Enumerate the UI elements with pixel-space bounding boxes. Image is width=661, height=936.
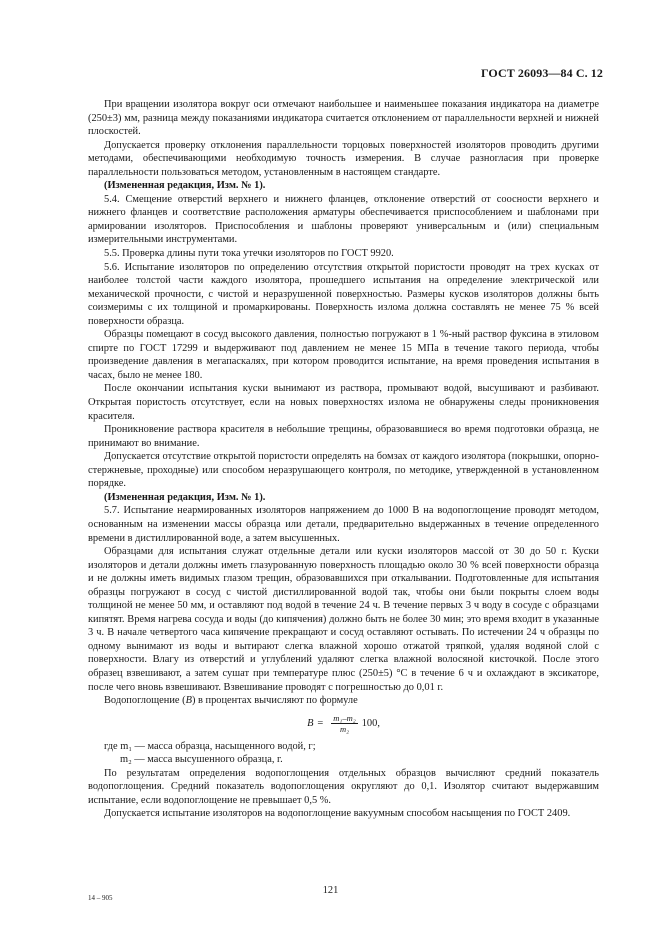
paragraph (88, 694, 599, 708)
formula-rhs: 100, (361, 717, 380, 729)
formula-where-line: m₂ — масса высушенного образца, г. (120, 754, 283, 766)
paragraph-text: Водопоглощение ( (104, 695, 186, 707)
page-header: ГОСТ 26093—84 С. 12 (480, 66, 603, 80)
paragraph: 5.7. Испытание неармированных изоляторов напряжением до 1000 В на водопоглощение проводят методом, основанным на изменении массы образца или детали, предварительно выдержанных в течение определенного времени в дистиллированной воде, а затем высушенных. (88, 505, 599, 544)
formula-lhs: B (307, 717, 314, 729)
paragraph: Допускается испытание изоляторов на водопоглощение вакуумным способом насыщения по ГОСТ 2409. (104, 808, 571, 820)
paragraph: 5.4. Смещение отверстий верхнего и нижнего фланцев, отклонение отверстий от соосности верхнего и нижнего фланцев и соответствие расположения арматуры обеспечивается приспособлением и шаблонами при армировании изоляторов. Приспособления и шаблоны проверяют универсальным и (или) специальным измерительными инструментами. (88, 193, 599, 246)
page-number: 121 (322, 885, 339, 896)
water-absorption-formula (88, 710, 599, 738)
print-code: 14 – 905 (88, 894, 113, 902)
paragraph: Проникновение раствора красителя в небольшие трещины, образовавшиеся во время подготовки образца, не принимают во внимание. (88, 424, 599, 449)
amendment-note: (Измененная редакция, Изм. № 1). (104, 491, 266, 503)
formula-where-line: где m₁ — масса образца, насыщенного водой, г; (104, 740, 316, 752)
amendment-note: (Измененная редакция, Изм. № 1). (104, 180, 266, 192)
paragraph: Допускается проверку отклонения параллельности торцовых поверхностей изоляторов проводить другими методами, обеспечивающими необходимую точность измерения. В случае разногласия при проверке параллельности пользоваться методом, установленным в настоящем стандарте. (88, 139, 599, 178)
paragraph: По результатам определения водопоглощения отдельных образцов вычисляют средний показатель водопоглощения. Средний показатель водопоглощения округляют до 0,1. Изолятор считают выдержавшим испытание, если водопоглощение не превышает 0,5 %. (88, 767, 599, 806)
formula-numerator: m₁–m₂ (333, 713, 356, 724)
paragraph: После окончании испытания куски вынимают из раствора, промывают водой, высушивают и разбивают. Открытая пористость отсутствует, если на новых поверхностях излома не обнаружены следы проникновения красителя. (88, 383, 599, 422)
variable-b: B (185, 695, 192, 707)
paragraph: При вращении изолятора вокруг оси отмечают наибольшее и наименьшее показания индикатора на диаметре (250±3) мм, разница между показаниями индикатора считается отклонением от параллельности верхней и нижней плоскостей. (88, 99, 599, 138)
formula-fraction (331, 713, 357, 734)
paragraph: 5.5. Проверка длины пути тока утечки изоляторов по ГОСТ 9920. (104, 248, 394, 260)
paragraph: Допускается отсутствие открытой пористости определять на бомзах от каждого изолятора (покрышки, опорно-стержневые, проходные) или способом неразрушающего контроля, по методике, утвержденной в установленном порядке. (88, 451, 599, 490)
formula-equals: = (317, 717, 324, 729)
paragraph: Образцами для испытания служат отдельные детали или куски изоляторов массой от 30 до 50 г. Куски изоляторов и детали должны иметь глазурованную поверхность площадью около 30 % всей поверхности образца и не должны иметь видимых глазом трещин, образовавшихся при откалывании. Подготовленные для испытания образцы погружают в сосуд с чистой дистиллированной водой так, чтобы они были покрыты слоем воды толщиной не менее 50 мм, и оставляют под водой в течение 24 ч. В течение первых 3 ч воду в сосуде с образцами кипятят. Время нагрева сосуда и воды (до кипячения) должно быть не более 30 мин; это время входит в указанные 3 ч. В начале четвертого часа кипячение прекращают и сосуд оставляют остывать. По истечении 24 ч образцы по одному вынимают из воды и вытирают слегка влажной хорошо отжатой тряпкой, удаляя водяной слой с поверхности. Влагу из отверстий и углублений удаляют слегка влажной волосяной кисточкой. После этого образец взвешивают, а затем сушат при температуре плюс (250±5) °С в течение 6 ч и охлаждают в эксикаторе, после чего вновь взвешивают. Взвешивание проводят с погрешностью до 0,01 г. (88, 546, 599, 693)
formula-denominator: m₂ (339, 724, 350, 735)
document-body (88, 98, 599, 821)
paragraph: Образцы помещают в сосуд высокого давления, полностью погружают в 1 %-ный раствор фуксина в этиловом спирте по ГОСТ 17299 и выдерживают под давлением не менее 15 МПа в течение такого периода, чтобы произведение давления в мегапаскалях, при котором проводится испытание, на время проведения испытания в часах, было не менее 180. (88, 329, 599, 381)
paragraph: 5.6. Испытание изоляторов по определению отсутствия открытой пористости проводят на трех кусках от наиболее толстой части каждого изолятора, прошедшего испытания на определение электрической или механической прочности, с чистой и неразрушенной поверхностью. Размеры кусков изоляторов должны быть соизмеримы с их толщиной и промаркированы. Поверхность излома должна составлять не менее 75 % всей поверхности образца. (88, 261, 599, 327)
paragraph-text: ) в процентах вычисляют по формуле (191, 695, 358, 707)
